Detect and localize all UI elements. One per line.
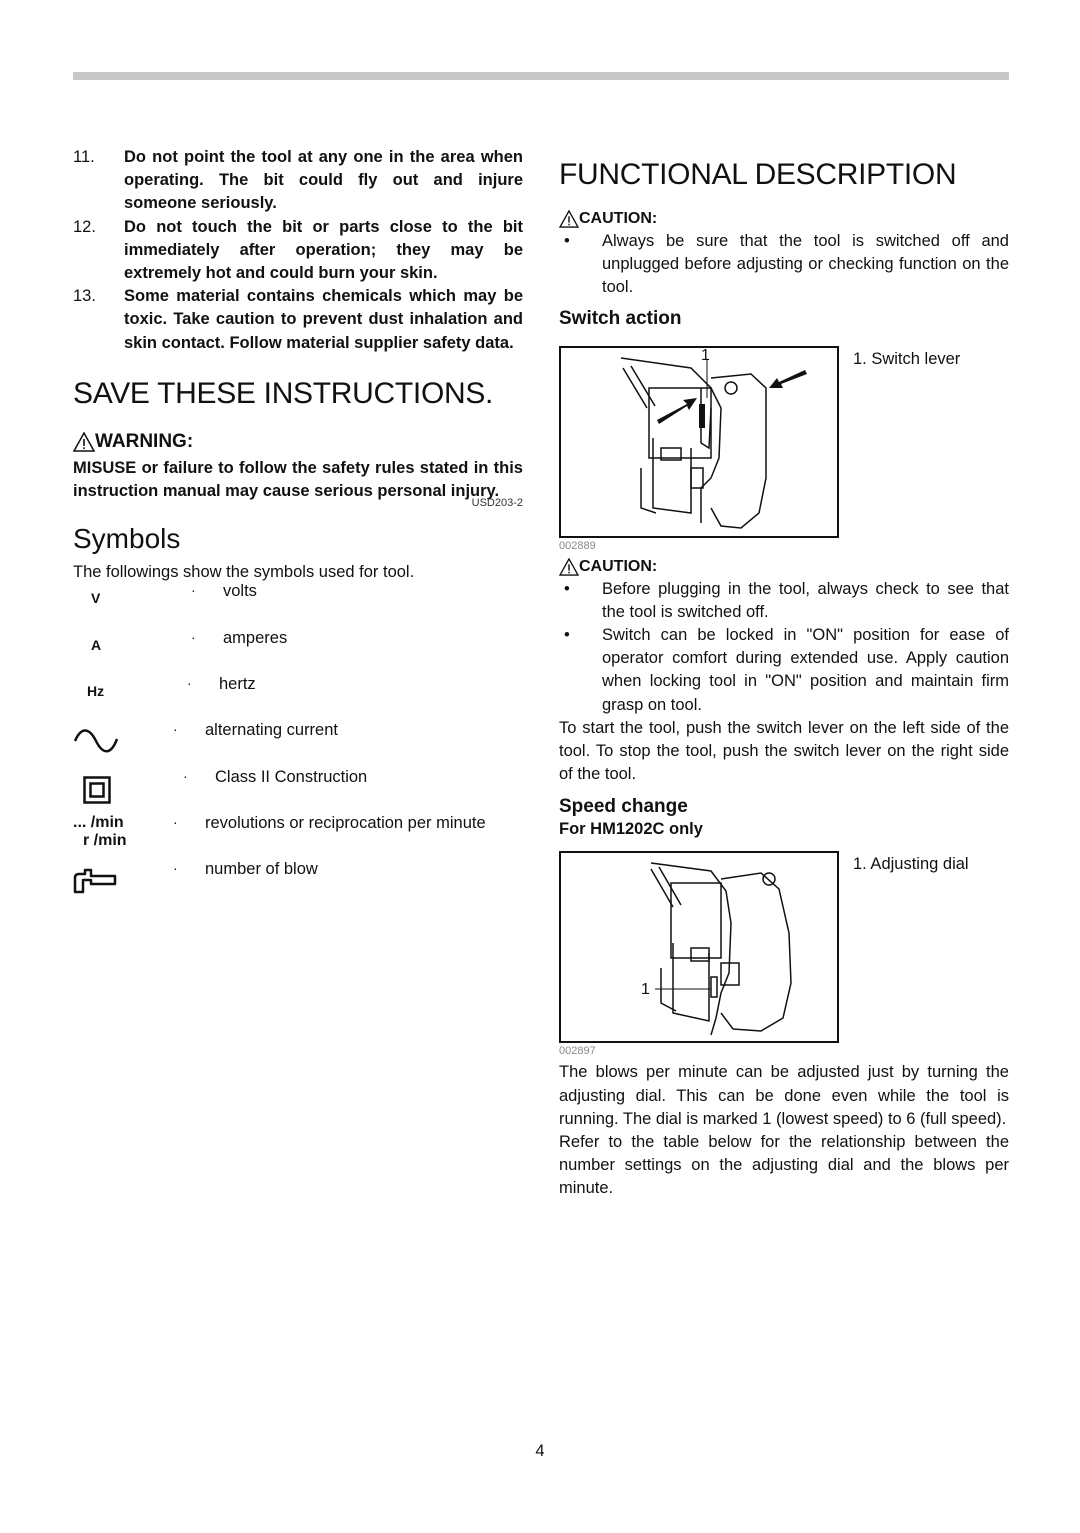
figure-callout: 1 — [641, 981, 650, 999]
page-number: 4 — [535, 1442, 545, 1460]
separator: · — [183, 767, 188, 784]
symbol-row-volts — [73, 582, 523, 628]
rpm-symbol — [73, 814, 173, 850]
class-ii-desc: Class II Construction — [215, 767, 368, 786]
caution-label: CAUTION: — [579, 210, 658, 227]
class-ii-icon — [73, 768, 183, 807]
speed-change-heading: Speed change — [559, 796, 688, 818]
left-column — [73, 146, 523, 907]
switch-action-figure — [559, 346, 1009, 538]
adjusting-dial-illustration — [559, 851, 839, 1043]
rpm-symbol-line2: r /min — [83, 831, 127, 849]
warning-text — [73, 457, 523, 503]
number-of-blow-icon — [73, 860, 173, 897]
amperes-symbol: A — [91, 636, 102, 653]
caution-heading — [559, 558, 1009, 576]
hertz-symbol: Hz — [87, 683, 105, 700]
warning-triangle-icon — [559, 558, 579, 576]
warning-triangle-icon — [559, 210, 579, 228]
bullet: • — [564, 232, 570, 250]
volts-desc: volts — [223, 582, 257, 601]
switch-action-heading: Switch action — [559, 307, 682, 329]
switch-lever-illustration — [559, 346, 839, 538]
list-item: 13. Some material contains chemicals which may be toxic. Take caution to prevent dust inhalation and skin contact. Follow material supplier safety data. — [73, 287, 523, 352]
warning-misuse: MISUSE — [73, 458, 137, 477]
hertz-desc: hertz — [219, 675, 256, 694]
separator: · — [173, 721, 178, 738]
list-item: • Before plugging in the tool, always check to see that the tool is switched off. — [559, 578, 1009, 624]
caution-list — [559, 230, 1009, 300]
symbol-row-rpm — [73, 814, 523, 860]
symbol-row-ac — [73, 721, 523, 767]
bullet: • — [564, 626, 570, 645]
caution-label: CAUTION: — [579, 557, 658, 575]
rpm-symbol-line1: ... /min — [73, 813, 124, 831]
warning-label: WARNING: — [95, 430, 194, 452]
warning-triangle-icon — [73, 432, 95, 452]
symbols-intro: The followings show the symbols used for tool. — [73, 563, 415, 582]
figure-code: 002889 — [559, 539, 596, 552]
bullet: • — [564, 579, 570, 598]
switch-lever-caption: 1. Switch lever — [853, 349, 961, 368]
symbol-row-hertz — [73, 675, 523, 721]
list-item: 12. Do not touch the bit or parts close to the bit immediately after operation; they may be extremely hot and could burn your skin. — [73, 217, 523, 283]
ac-desc: alternating current — [205, 721, 338, 740]
right-column — [559, 158, 1009, 1201]
alternating-current-icon — [73, 721, 173, 756]
switch-action-text: To start the tool, push the switch lever on the left side of the tool. To stop the tool, push the switch lever on the right side of the tool. — [559, 718, 1009, 784]
caution-heading — [559, 210, 1009, 228]
symbols-heading: Symbols — [73, 523, 181, 555]
functional-description-heading: FUNCTIONAL DESCRIPTION — [559, 158, 957, 191]
safety-list — [73, 146, 523, 355]
symbol-row-blow — [73, 860, 523, 906]
symbols-table — [73, 582, 523, 906]
separator: · — [173, 813, 178, 830]
figure-code: 002897 — [559, 1045, 596, 1058]
save-instructions-heading: SAVE THESE INSTRUCTIONS. — [73, 376, 494, 410]
rpm-desc: revolutions or reciprocation per minute — [205, 813, 486, 832]
warning-body: or failure to follow the safety rules stated in this instruction manual may cause serious personal injury. — [73, 458, 523, 501]
separator: · — [191, 582, 196, 599]
amperes-desc: amperes — [223, 628, 288, 647]
caution-list — [559, 578, 1009, 717]
symbol-row-amperes — [73, 629, 523, 675]
volts-symbol: V — [91, 590, 101, 607]
blow-desc: number of blow — [205, 860, 318, 879]
speed-change-text-1: The blows per minute can be adjusted just by turning the adjusting dial. This can be done even while the tool is running. The dial is marked 1 (lowest speed) to 6 (full speed). — [559, 1063, 1009, 1128]
speed-change-text-2: Refer to the table below for the relationship between the number settings on the adjusting dial and the blows per minute. — [559, 1133, 1009, 1198]
speed-change-figure — [559, 851, 1009, 1043]
warning-heading — [73, 431, 523, 453]
separator: · — [173, 860, 178, 877]
separator: · — [187, 675, 192, 692]
list-item: 11. Do not point the tool at any one in the area when operating. The bit could fly out and injure someone seriously. — [73, 148, 523, 213]
list-item: • Always be sure that the tool is switched off and unplugged before adjusting or checking function on the tool. — [559, 230, 1009, 300]
speed-change-subheading: For HM1202C only — [559, 820, 703, 839]
top-rule — [73, 72, 1009, 80]
separator: · — [191, 628, 196, 645]
adjusting-dial-caption: 1. Adjusting dial — [853, 855, 969, 874]
symbol-row-class-ii — [73, 768, 523, 814]
list-item: • Switch can be locked in "ON" position for ease of operator comfort during extended use. Apply caution when locking tool in "ON" position and maintain firm grasp on tool. — [559, 624, 1009, 717]
figure-callout: 1 — [701, 347, 710, 364]
warning-code: USD203-2 — [471, 497, 523, 510]
